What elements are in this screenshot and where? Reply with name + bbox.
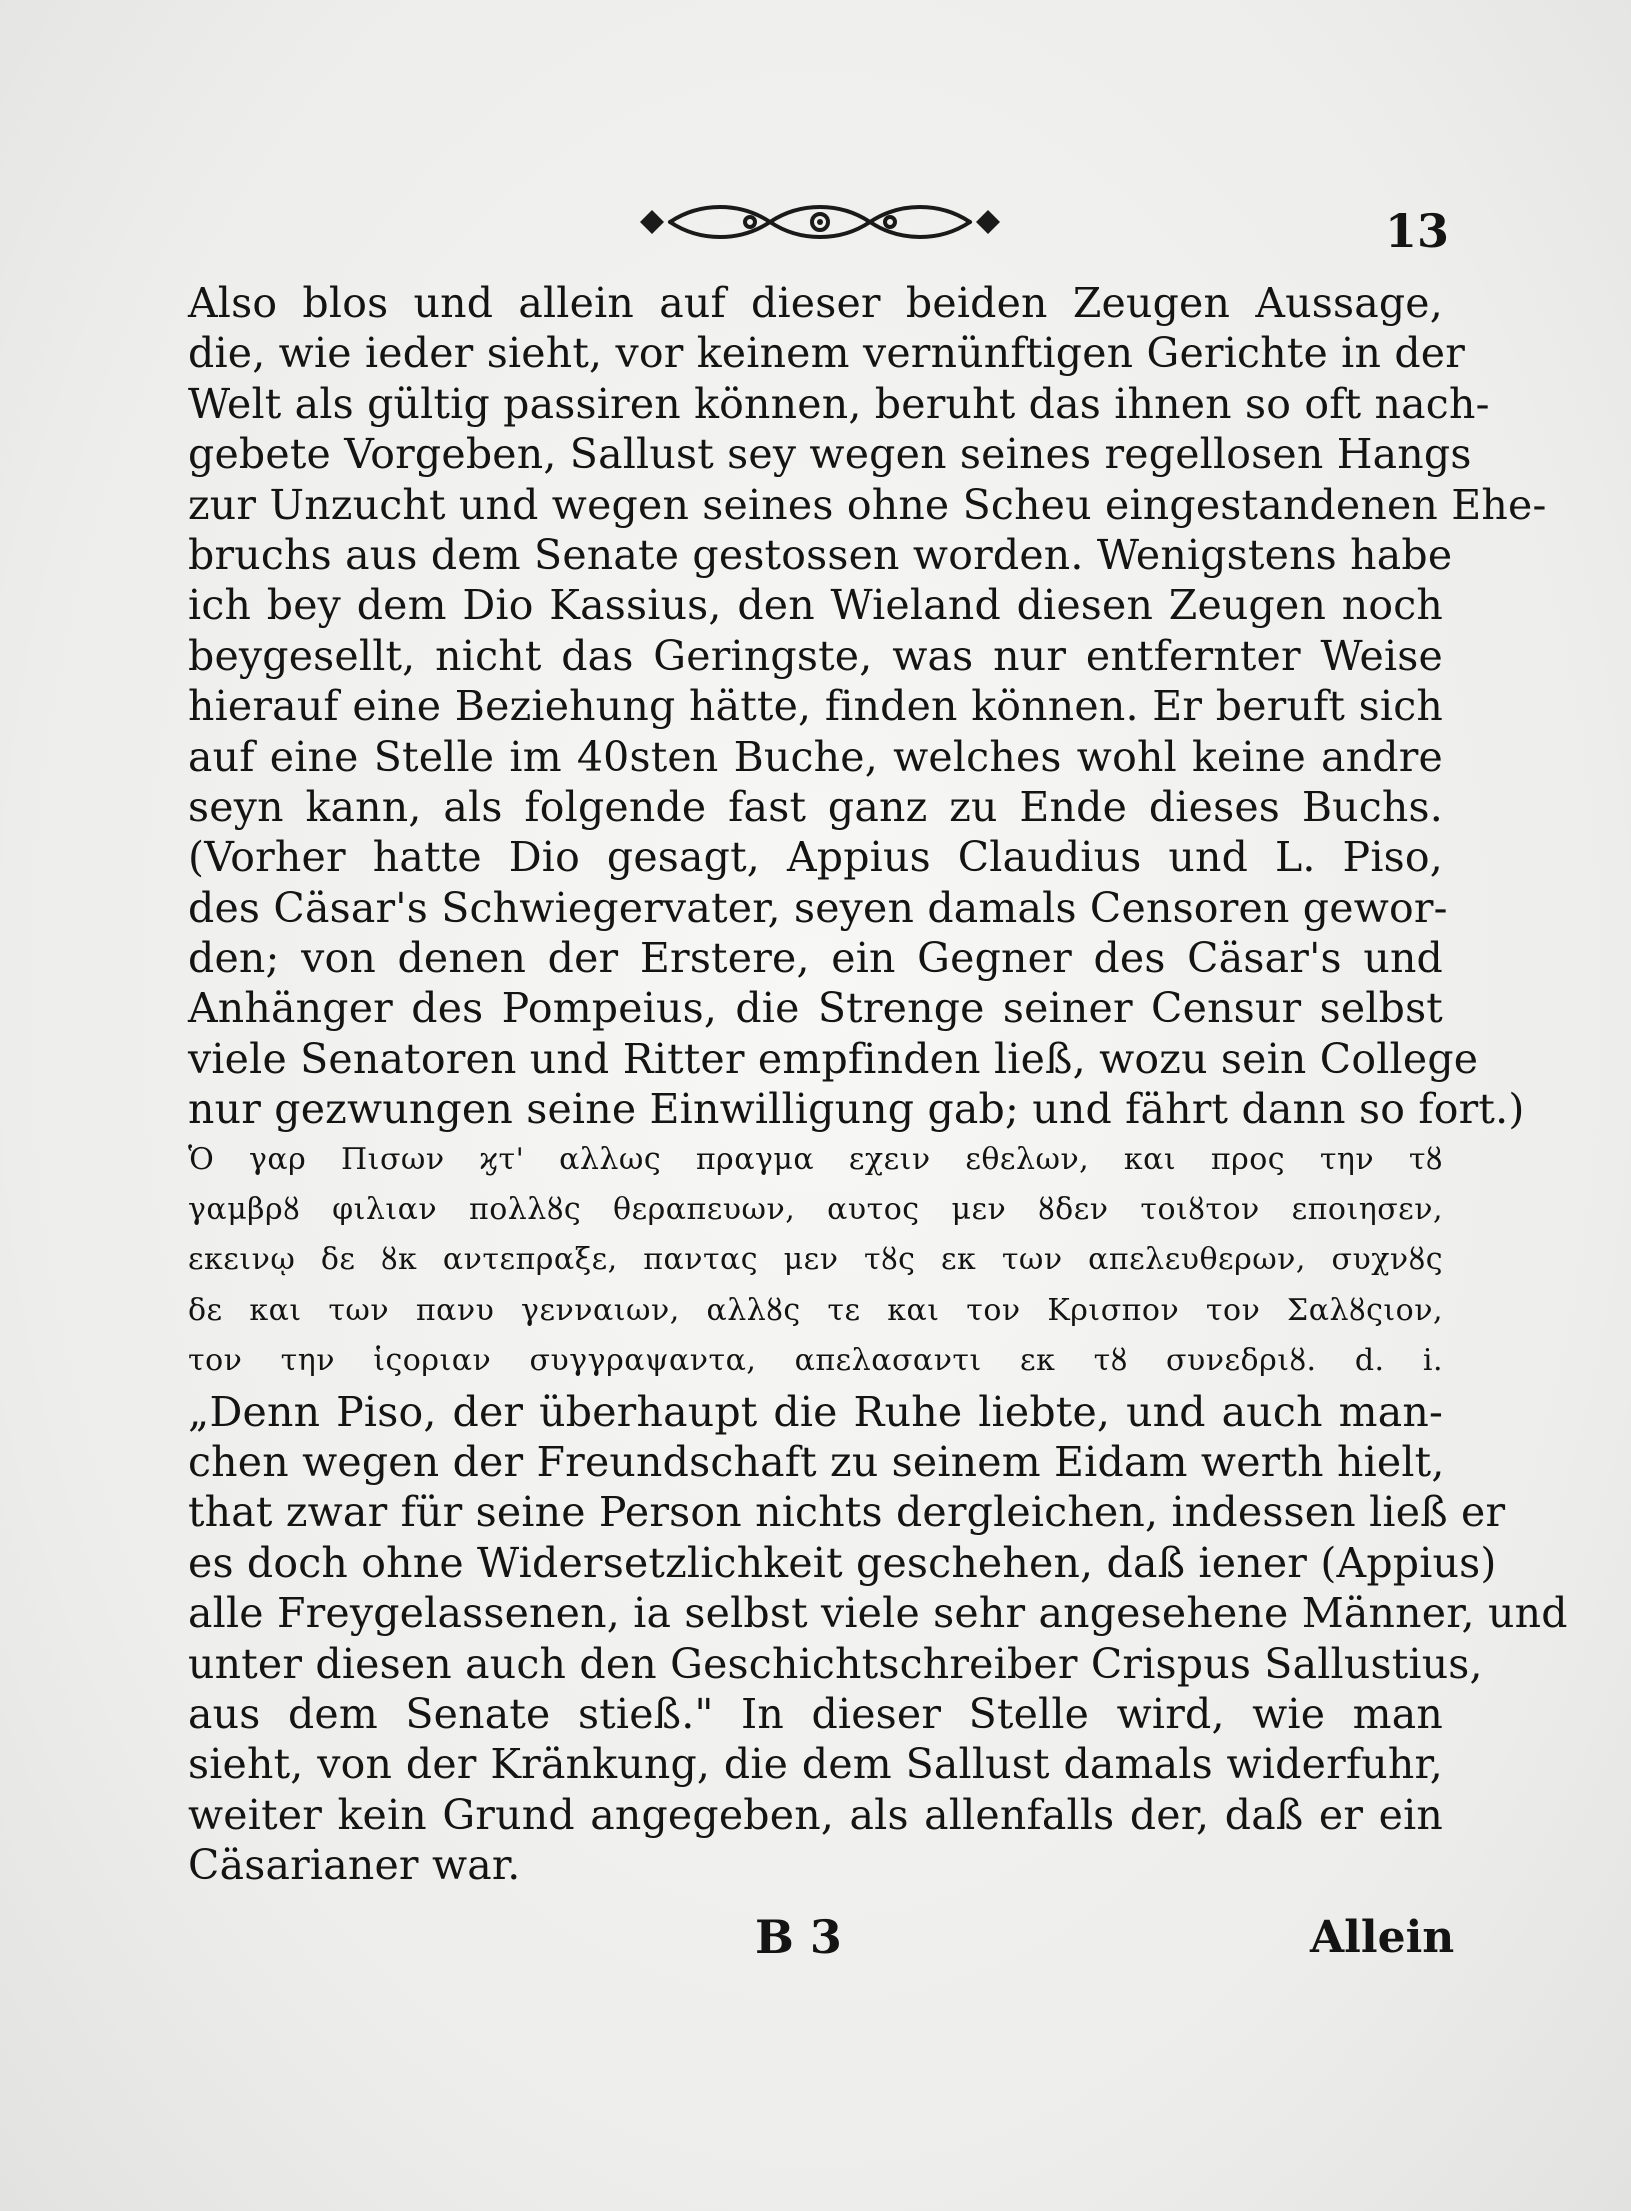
catchword: Allein: [1310, 1912, 1455, 1963]
text-line: ich bey dem Dio Kassius, den Wieland diesen Zeugen noch: [188, 581, 1443, 630]
text-line: that zwar für seine Person nichts dergleichen, indessen ließ er: [188, 1488, 1506, 1537]
header-ornament: [630, 192, 1010, 252]
text-line: bruchs aus dem Senate gestossen worden. Wenigstens habe: [188, 530, 1453, 579]
body-text: [188, 278, 1568, 1891]
text-line: auf eine Stelle im 40sten Buche, welches wohl keine andre: [188, 732, 1443, 781]
text-line: die, wie ieder sieht, vor keinem vernünftigen Gerichte in der: [188, 329, 1466, 378]
text-line: viele Senatoren und Ritter empfinden ließ, wozu sein College: [188, 1034, 1479, 1083]
text-line: sieht, von der Kränkung, die dem Sallust damals widerfuhr,: [188, 1740, 1443, 1789]
greek-quote-line: εκεινῳ δε ȣκ αντεπραξε, παντας μεν τȣς εκ των απελευθερων, συχνȣς: [188, 1242, 1443, 1278]
text-line: hierauf eine Beziehung hätte, finden können. Er beruft sich: [188, 682, 1443, 731]
text-line: nur gezwungen seine Einwilligung gab; und fährt dann so fort.): [188, 1085, 1525, 1134]
text-line: zur Unzucht und wegen seines ohne Scheu eingestandenen Ehe-: [188, 480, 1547, 529]
text-line: (Vorher hatte Dio gesagt, Appius Claudius und L. Piso,: [188, 833, 1443, 882]
text-line: Welt als gültig passiren können, beruht das ihnen so oft nach-: [188, 379, 1490, 428]
text-line: gebete Vorgeben, Sallust sey wegen seines regellosen Hangs: [188, 430, 1472, 479]
text-line: des Cäsar's Schwiegervater, seyen damals Censoren gewor-: [188, 883, 1448, 932]
text-line: alle Freygelassenen, ia selbst viele sehr angesehene Männer, und: [188, 1589, 1568, 1638]
text-line: beygesellt, nicht das Geringste, was nur entfernter Weise: [188, 631, 1443, 680]
text-line: Also blos und allein auf dieser beiden Zeugen Aussage,: [188, 279, 1443, 327]
text-line: seyn kann, als folgende fast ganz zu Ende dieses Buchs.: [188, 782, 1443, 831]
text-line: weiter kein Grund angegeben, als allenfalls der, daß er ein: [188, 1790, 1443, 1839]
text-line: „Denn Piso, der überhaupt die Ruhe liebte, und auch man-: [188, 1387, 1443, 1436]
greek-quote-line: δε και των πανυ γενναιων, αλλȣς τε και τον Κρισπον τον Σαλȣςιον,: [188, 1292, 1443, 1328]
text-line: aus dem Senate stieß." In dieser Stelle wird, wie man: [188, 1689, 1443, 1738]
greek-quote-line: τον την ἱςοριαν συγγραψαντα, απελασαντι εκ τȣ συνεδριȣ. d. i.: [188, 1343, 1443, 1379]
text-line: es doch ohne Widersetzlichkeit geschehen, daß iener (Appius): [188, 1538, 1497, 1587]
printer-signature: B 3: [755, 1910, 842, 1964]
text-line: Cäsarianer war.: [188, 1841, 521, 1890]
text-line: Anhänger des Pompeius, die Strenge seiner Censur selbst: [188, 984, 1443, 1033]
text-line: chen wegen der Freundschaft zu seinem Eidam werth hielt,: [188, 1437, 1445, 1486]
greek-quote-line: Ὁ γαρ Πισων ϗτ' αλλως πραγμα εχειν εθελων, και προς την τȣ: [188, 1141, 1443, 1177]
page-number: 13: [1385, 204, 1450, 258]
greek-quote-line: γαμβρȣ φιλιαν πολλȣς θεραπευων, αυτος μεν ȣδεν τοιȣτον εποιησεν,: [188, 1192, 1443, 1228]
text-line: den; von denen der Erstere, ein Gegner des Cäsar's und: [188, 934, 1443, 983]
text-line: unter diesen auch den Geschichtschreiber Crispus Sallustius,: [188, 1639, 1483, 1688]
